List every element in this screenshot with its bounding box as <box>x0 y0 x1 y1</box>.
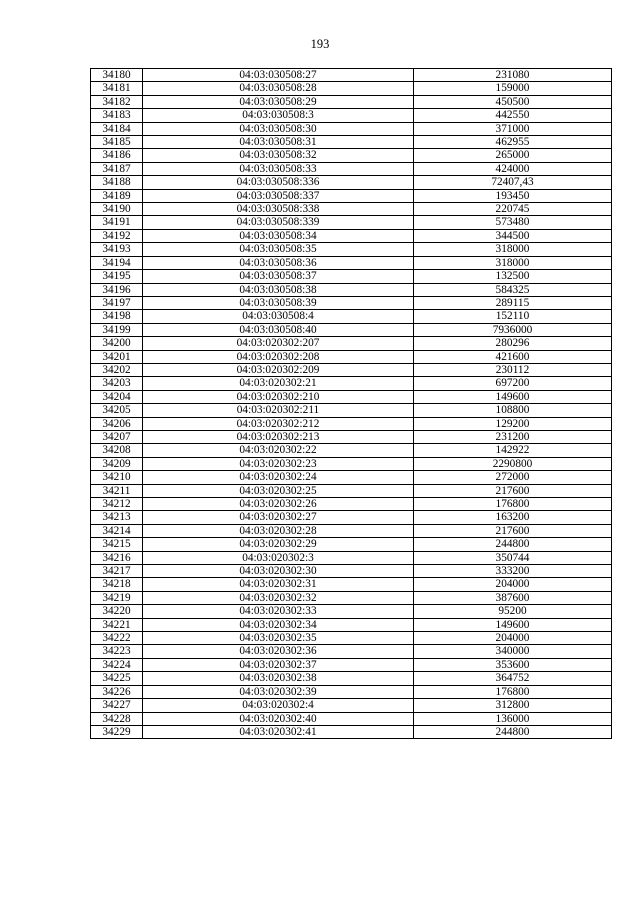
table-row <box>91 69 612 82</box>
cadastral-number-cell: 04:03:020302:38 <box>143 672 414 685</box>
table-row <box>91 524 612 537</box>
row-number-cell: 34195 <box>91 270 143 283</box>
row-number-cell: 34203 <box>91 377 143 390</box>
row-number-cell: 34223 <box>91 645 143 658</box>
row-number-cell: 34180 <box>91 69 143 82</box>
table-row <box>91 725 612 738</box>
table-row <box>91 296 612 309</box>
row-number-cell: 34216 <box>91 551 143 564</box>
cadastral-number-cell: 04:03:020302:31 <box>143 578 414 591</box>
row-number-cell: 34191 <box>91 216 143 229</box>
value-cell: 350744 <box>414 551 612 564</box>
value-cell: 152110 <box>414 310 612 323</box>
value-cell: 132500 <box>414 270 612 283</box>
cadastral-number-cell: 04:03:020302:33 <box>143 605 414 618</box>
value-cell: 231200 <box>414 430 612 443</box>
cadastral-number-cell: 04:03:020302:37 <box>143 658 414 671</box>
table-row <box>91 270 612 283</box>
cadastral-number-cell: 04:03:020302:28 <box>143 524 414 537</box>
value-cell: 584325 <box>414 283 612 296</box>
value-cell: 697200 <box>414 377 612 390</box>
value-cell: 72407,43 <box>414 176 612 189</box>
cadastral-number-cell: 04:03:020302:41 <box>143 725 414 738</box>
row-number-cell: 34194 <box>91 256 143 269</box>
value-cell: 159000 <box>414 82 612 95</box>
cadastral-number-cell: 04:03:020302:27 <box>143 511 414 524</box>
registry-table <box>90 68 612 739</box>
cadastral-number-cell: 04:03:020302:35 <box>143 632 414 645</box>
row-number-cell: 34226 <box>91 685 143 698</box>
table-row <box>91 136 612 149</box>
cadastral-number-cell: 04:03:030508:338 <box>143 203 414 216</box>
row-number-cell: 34193 <box>91 243 143 256</box>
row-number-cell: 34192 <box>91 229 143 242</box>
row-number-cell: 34185 <box>91 136 143 149</box>
cadastral-number-cell: 04:03:030508:3 <box>143 109 414 122</box>
cadastral-number-cell: 04:03:030508:28 <box>143 82 414 95</box>
page-number: 193 <box>310 37 330 51</box>
row-number-cell: 34210 <box>91 471 143 484</box>
value-cell: 244800 <box>414 725 612 738</box>
cadastral-number-cell: 04:03:020302:4 <box>143 699 414 712</box>
row-number-cell: 34181 <box>91 82 143 95</box>
cadastral-number-cell: 04:03:030508:29 <box>143 95 414 108</box>
table-row <box>91 444 612 457</box>
value-cell: 318000 <box>414 256 612 269</box>
value-cell: 387600 <box>414 591 612 604</box>
value-cell: 312800 <box>414 699 612 712</box>
cadastral-number-cell: 04:03:030508:40 <box>143 323 414 336</box>
row-number-cell: 34199 <box>91 323 143 336</box>
table-row <box>91 417 612 430</box>
table-row <box>91 538 612 551</box>
row-number-cell: 34182 <box>91 95 143 108</box>
value-cell: 573480 <box>414 216 612 229</box>
row-number-cell: 34207 <box>91 430 143 443</box>
value-cell: 450500 <box>414 95 612 108</box>
cadastral-number-cell: 04:03:020302:32 <box>143 591 414 604</box>
row-number-cell: 34208 <box>91 444 143 457</box>
table-row <box>91 645 612 658</box>
row-number-cell: 34227 <box>91 699 143 712</box>
table-row <box>91 337 612 350</box>
cadastral-number-cell: 04:03:020302:36 <box>143 645 414 658</box>
value-cell: 318000 <box>414 243 612 256</box>
value-cell: 176800 <box>414 498 612 511</box>
value-cell: 272000 <box>414 471 612 484</box>
table-row <box>91 699 612 712</box>
cadastral-number-cell: 04:03:020302:26 <box>143 498 414 511</box>
value-cell: 340000 <box>414 645 612 658</box>
value-cell: 149600 <box>414 618 612 631</box>
value-cell: 353600 <box>414 658 612 671</box>
table-row <box>91 565 612 578</box>
value-cell: 149600 <box>414 390 612 403</box>
table-row <box>91 390 612 403</box>
row-number-cell: 34221 <box>91 618 143 631</box>
value-cell: 204000 <box>414 578 612 591</box>
table-row <box>91 243 612 256</box>
table-row <box>91 109 612 122</box>
row-number-cell: 34186 <box>91 149 143 162</box>
value-cell: 108800 <box>414 404 612 417</box>
table-row <box>91 471 612 484</box>
row-number-cell: 34224 <box>91 658 143 671</box>
table-row <box>91 256 612 269</box>
table-row <box>91 95 612 108</box>
table-row <box>91 149 612 162</box>
table-row <box>91 203 612 216</box>
row-number-cell: 34196 <box>91 283 143 296</box>
row-number-cell: 34189 <box>91 189 143 202</box>
cadastral-number-cell: 04:03:020302:21 <box>143 377 414 390</box>
table-row <box>91 310 612 323</box>
value-cell: 176800 <box>414 685 612 698</box>
value-cell: 371000 <box>414 122 612 135</box>
value-cell: 265000 <box>414 149 612 162</box>
value-cell: 244800 <box>414 538 612 551</box>
cadastral-number-cell: 04:03:020302:213 <box>143 430 414 443</box>
row-number-cell: 34213 <box>91 511 143 524</box>
cadastral-number-cell: 04:03:020302:29 <box>143 538 414 551</box>
cadastral-number-cell: 04:03:030508:33 <box>143 162 414 175</box>
row-number-cell: 34200 <box>91 337 143 350</box>
cadastral-number-cell: 04:03:020302:3 <box>143 551 414 564</box>
cadastral-number-cell: 04:03:030508:31 <box>143 136 414 149</box>
row-number-cell: 34220 <box>91 605 143 618</box>
value-cell: 462955 <box>414 136 612 149</box>
cadastral-number-cell: 04:03:020302:23 <box>143 457 414 470</box>
table-row <box>91 685 612 698</box>
row-number-cell: 34197 <box>91 296 143 309</box>
table-row <box>91 551 612 564</box>
cadastral-number-cell: 04:03:020302:40 <box>143 712 414 725</box>
table-row <box>91 511 612 524</box>
value-cell: 142922 <box>414 444 612 457</box>
value-cell: 136000 <box>414 712 612 725</box>
row-number-cell: 34205 <box>91 404 143 417</box>
table-row <box>91 363 612 376</box>
registry-table-body <box>91 69 612 739</box>
row-number-cell: 34225 <box>91 672 143 685</box>
value-cell: 289115 <box>414 296 612 309</box>
cadastral-number-cell: 04:03:030508:4 <box>143 310 414 323</box>
row-number-cell: 34206 <box>91 417 143 430</box>
cadastral-number-cell: 04:03:020302:25 <box>143 484 414 497</box>
row-number-cell: 34184 <box>91 122 143 135</box>
value-cell: 442550 <box>414 109 612 122</box>
table-row <box>91 484 612 497</box>
row-number-cell: 34202 <box>91 363 143 376</box>
cadastral-number-cell: 04:03:030508:30 <box>143 122 414 135</box>
table-row <box>91 605 612 618</box>
table-row <box>91 632 612 645</box>
value-cell: 217600 <box>414 484 612 497</box>
table-row <box>91 162 612 175</box>
cadastral-number-cell: 04:03:030508:32 <box>143 149 414 162</box>
table-row <box>91 122 612 135</box>
value-cell: 220745 <box>414 203 612 216</box>
cadastral-number-cell: 04:03:020302:211 <box>143 404 414 417</box>
table-row <box>91 216 612 229</box>
table-row <box>91 283 612 296</box>
row-number-cell: 34229 <box>91 725 143 738</box>
row-number-cell: 34214 <box>91 524 143 537</box>
table-row <box>91 189 612 202</box>
value-cell: 163200 <box>414 511 612 524</box>
cadastral-number-cell: 04:03:030508:337 <box>143 189 414 202</box>
value-cell: 364752 <box>414 672 612 685</box>
cadastral-number-cell: 04:03:020302:24 <box>143 471 414 484</box>
value-cell: 193450 <box>414 189 612 202</box>
value-cell: 344500 <box>414 229 612 242</box>
cadastral-number-cell: 04:03:030508:35 <box>143 243 414 256</box>
row-number-cell: 34217 <box>91 565 143 578</box>
value-cell: 280296 <box>414 337 612 350</box>
table-row <box>91 430 612 443</box>
cadastral-number-cell: 04:03:020302:22 <box>143 444 414 457</box>
value-cell: 217600 <box>414 524 612 537</box>
value-cell: 95200 <box>414 605 612 618</box>
row-number-cell: 34204 <box>91 390 143 403</box>
row-number-cell: 34183 <box>91 109 143 122</box>
cadastral-number-cell: 04:03:020302:208 <box>143 350 414 363</box>
row-number-cell: 34215 <box>91 538 143 551</box>
cadastral-number-cell: 04:03:020302:209 <box>143 363 414 376</box>
cadastral-number-cell: 04:03:020302:39 <box>143 685 414 698</box>
value-cell: 129200 <box>414 417 612 430</box>
table-row <box>91 323 612 336</box>
row-number-cell: 34190 <box>91 203 143 216</box>
row-number-cell: 34222 <box>91 632 143 645</box>
row-number-cell: 34212 <box>91 498 143 511</box>
cadastral-number-cell: 04:03:030508:27 <box>143 69 414 82</box>
cadastral-number-cell: 04:03:030508:37 <box>143 270 414 283</box>
cadastral-number-cell: 04:03:020302:212 <box>143 417 414 430</box>
cadastral-number-cell: 04:03:030508:36 <box>143 256 414 269</box>
cadastral-number-cell: 04:03:030508:339 <box>143 216 414 229</box>
table-row <box>91 350 612 363</box>
row-number-cell: 34188 <box>91 176 143 189</box>
cadastral-number-cell: 04:03:020302:30 <box>143 565 414 578</box>
table-row <box>91 658 612 671</box>
table-row <box>91 82 612 95</box>
table-row <box>91 176 612 189</box>
cadastral-number-cell: 04:03:020302:210 <box>143 390 414 403</box>
row-number-cell: 34187 <box>91 162 143 175</box>
value-cell: 333200 <box>414 565 612 578</box>
value-cell: 421600 <box>414 350 612 363</box>
table-row <box>91 377 612 390</box>
cadastral-number-cell: 04:03:030508:39 <box>143 296 414 309</box>
table-row <box>91 712 612 725</box>
table-row <box>91 591 612 604</box>
table-row <box>91 672 612 685</box>
value-cell: 204000 <box>414 632 612 645</box>
row-number-cell: 34209 <box>91 457 143 470</box>
table-row <box>91 229 612 242</box>
table-row <box>91 404 612 417</box>
value-cell: 7936000 <box>414 323 612 336</box>
cadastral-number-cell: 04:03:020302:207 <box>143 337 414 350</box>
cadastral-number-cell: 04:03:030508:336 <box>143 176 414 189</box>
cadastral-number-cell: 04:03:030508:38 <box>143 283 414 296</box>
row-number-cell: 34211 <box>91 484 143 497</box>
row-number-cell: 34218 <box>91 578 143 591</box>
table-row <box>91 457 612 470</box>
cadastral-number-cell: 04:03:030508:34 <box>143 229 414 242</box>
value-cell: 2290800 <box>414 457 612 470</box>
value-cell: 231080 <box>414 69 612 82</box>
row-number-cell: 34228 <box>91 712 143 725</box>
table-row <box>91 618 612 631</box>
row-number-cell: 34219 <box>91 591 143 604</box>
value-cell: 230112 <box>414 363 612 376</box>
row-number-cell: 34201 <box>91 350 143 363</box>
table-row <box>91 498 612 511</box>
table-row <box>91 578 612 591</box>
row-number-cell: 34198 <box>91 310 143 323</box>
value-cell: 424000 <box>414 162 612 175</box>
cadastral-number-cell: 04:03:020302:34 <box>143 618 414 631</box>
